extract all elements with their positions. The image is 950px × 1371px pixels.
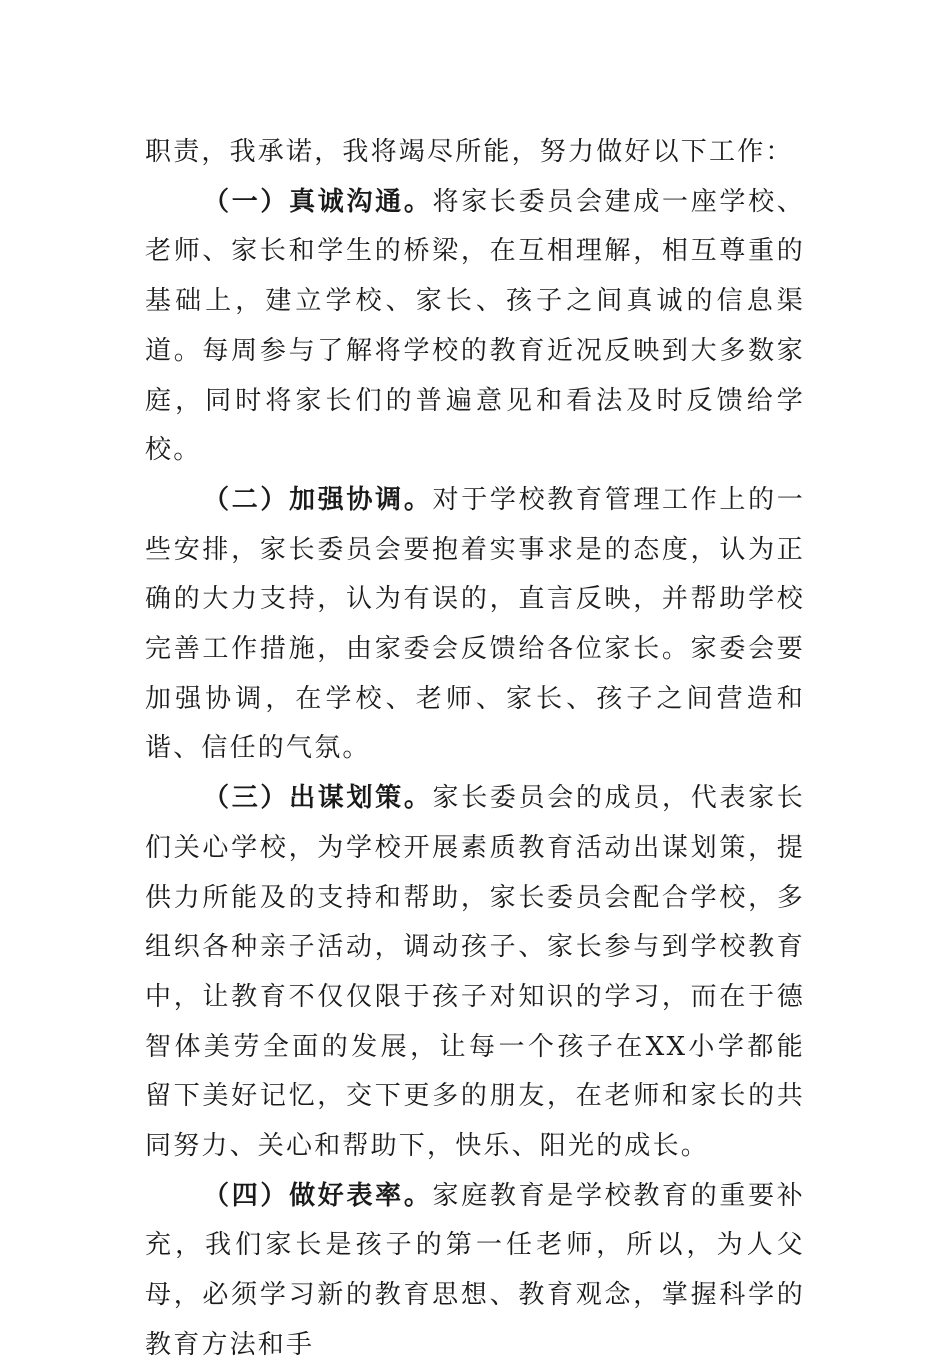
paragraph-continuation	[145, 128, 805, 178]
paragraph-heading: （四）做好表率。	[203, 1180, 433, 1211]
paragraph-text: 职责，我承诺，我将竭尽所能，努力做好以下工作：	[145, 137, 794, 167]
paragraph-text: 将家长委员会建成一座学校、老师、家长和学生的桥梁，在互相理解，相互尊重的基础上，建立学校、家长、孩子之间真诚的信息渠道。每周参与了解将学校的教育近况反映到大多数家庭，同时将家长们的普遍意见和看法及时反馈给学校。	[145, 186, 805, 466]
paragraph-text: 家庭教育是学校教育的重要补充，我们家长是孩子的第一任老师，所以，为人父母，必须学习新的教育思想、教育观念，掌握科学的教育方法和手	[145, 1180, 805, 1360]
document-body	[145, 128, 805, 1371]
paragraph-text: 家长委员会的成员，代表家长们关心学校，为学校开展素质教育活动出谋划策，提供力所能及的支持和帮助，家长委员会配合学校，多组织各种亲子活动，调动孩子、家长参与到学校教育中，让教育不仅仅限于孩子对知识的学习，而在于德智体美劳全面的发展，让每一个孩子在XX小学都能留下美好记忆，交下更多的朋友，在老师和家长的共同努力、关心和帮助下，快乐、阳光的成长。	[145, 783, 805, 1162]
paragraph-heading: （一）真诚沟通。	[203, 186, 433, 217]
paragraph-strengthen-coordination	[145, 476, 805, 774]
paragraph-sincere-communication	[145, 178, 805, 476]
paragraph-heading: （二）加强协调。	[203, 484, 433, 515]
paragraph-offer-advice	[145, 774, 805, 1172]
paragraph-text: 对于学校教育管理工作上的一些安排，家长委员会要抱着实事求是的态度，认为正确的大力支持，认为有误的，直言反映，并帮助学校完善工作措施，由家委会反馈给各位家长。家委会要加强协调，在学校、老师、家长、孩子之间营造和谐、信任的气氛。	[145, 484, 805, 764]
paragraph-set-example	[145, 1172, 805, 1371]
paragraph-heading: （三）出谋划策。	[203, 783, 433, 814]
